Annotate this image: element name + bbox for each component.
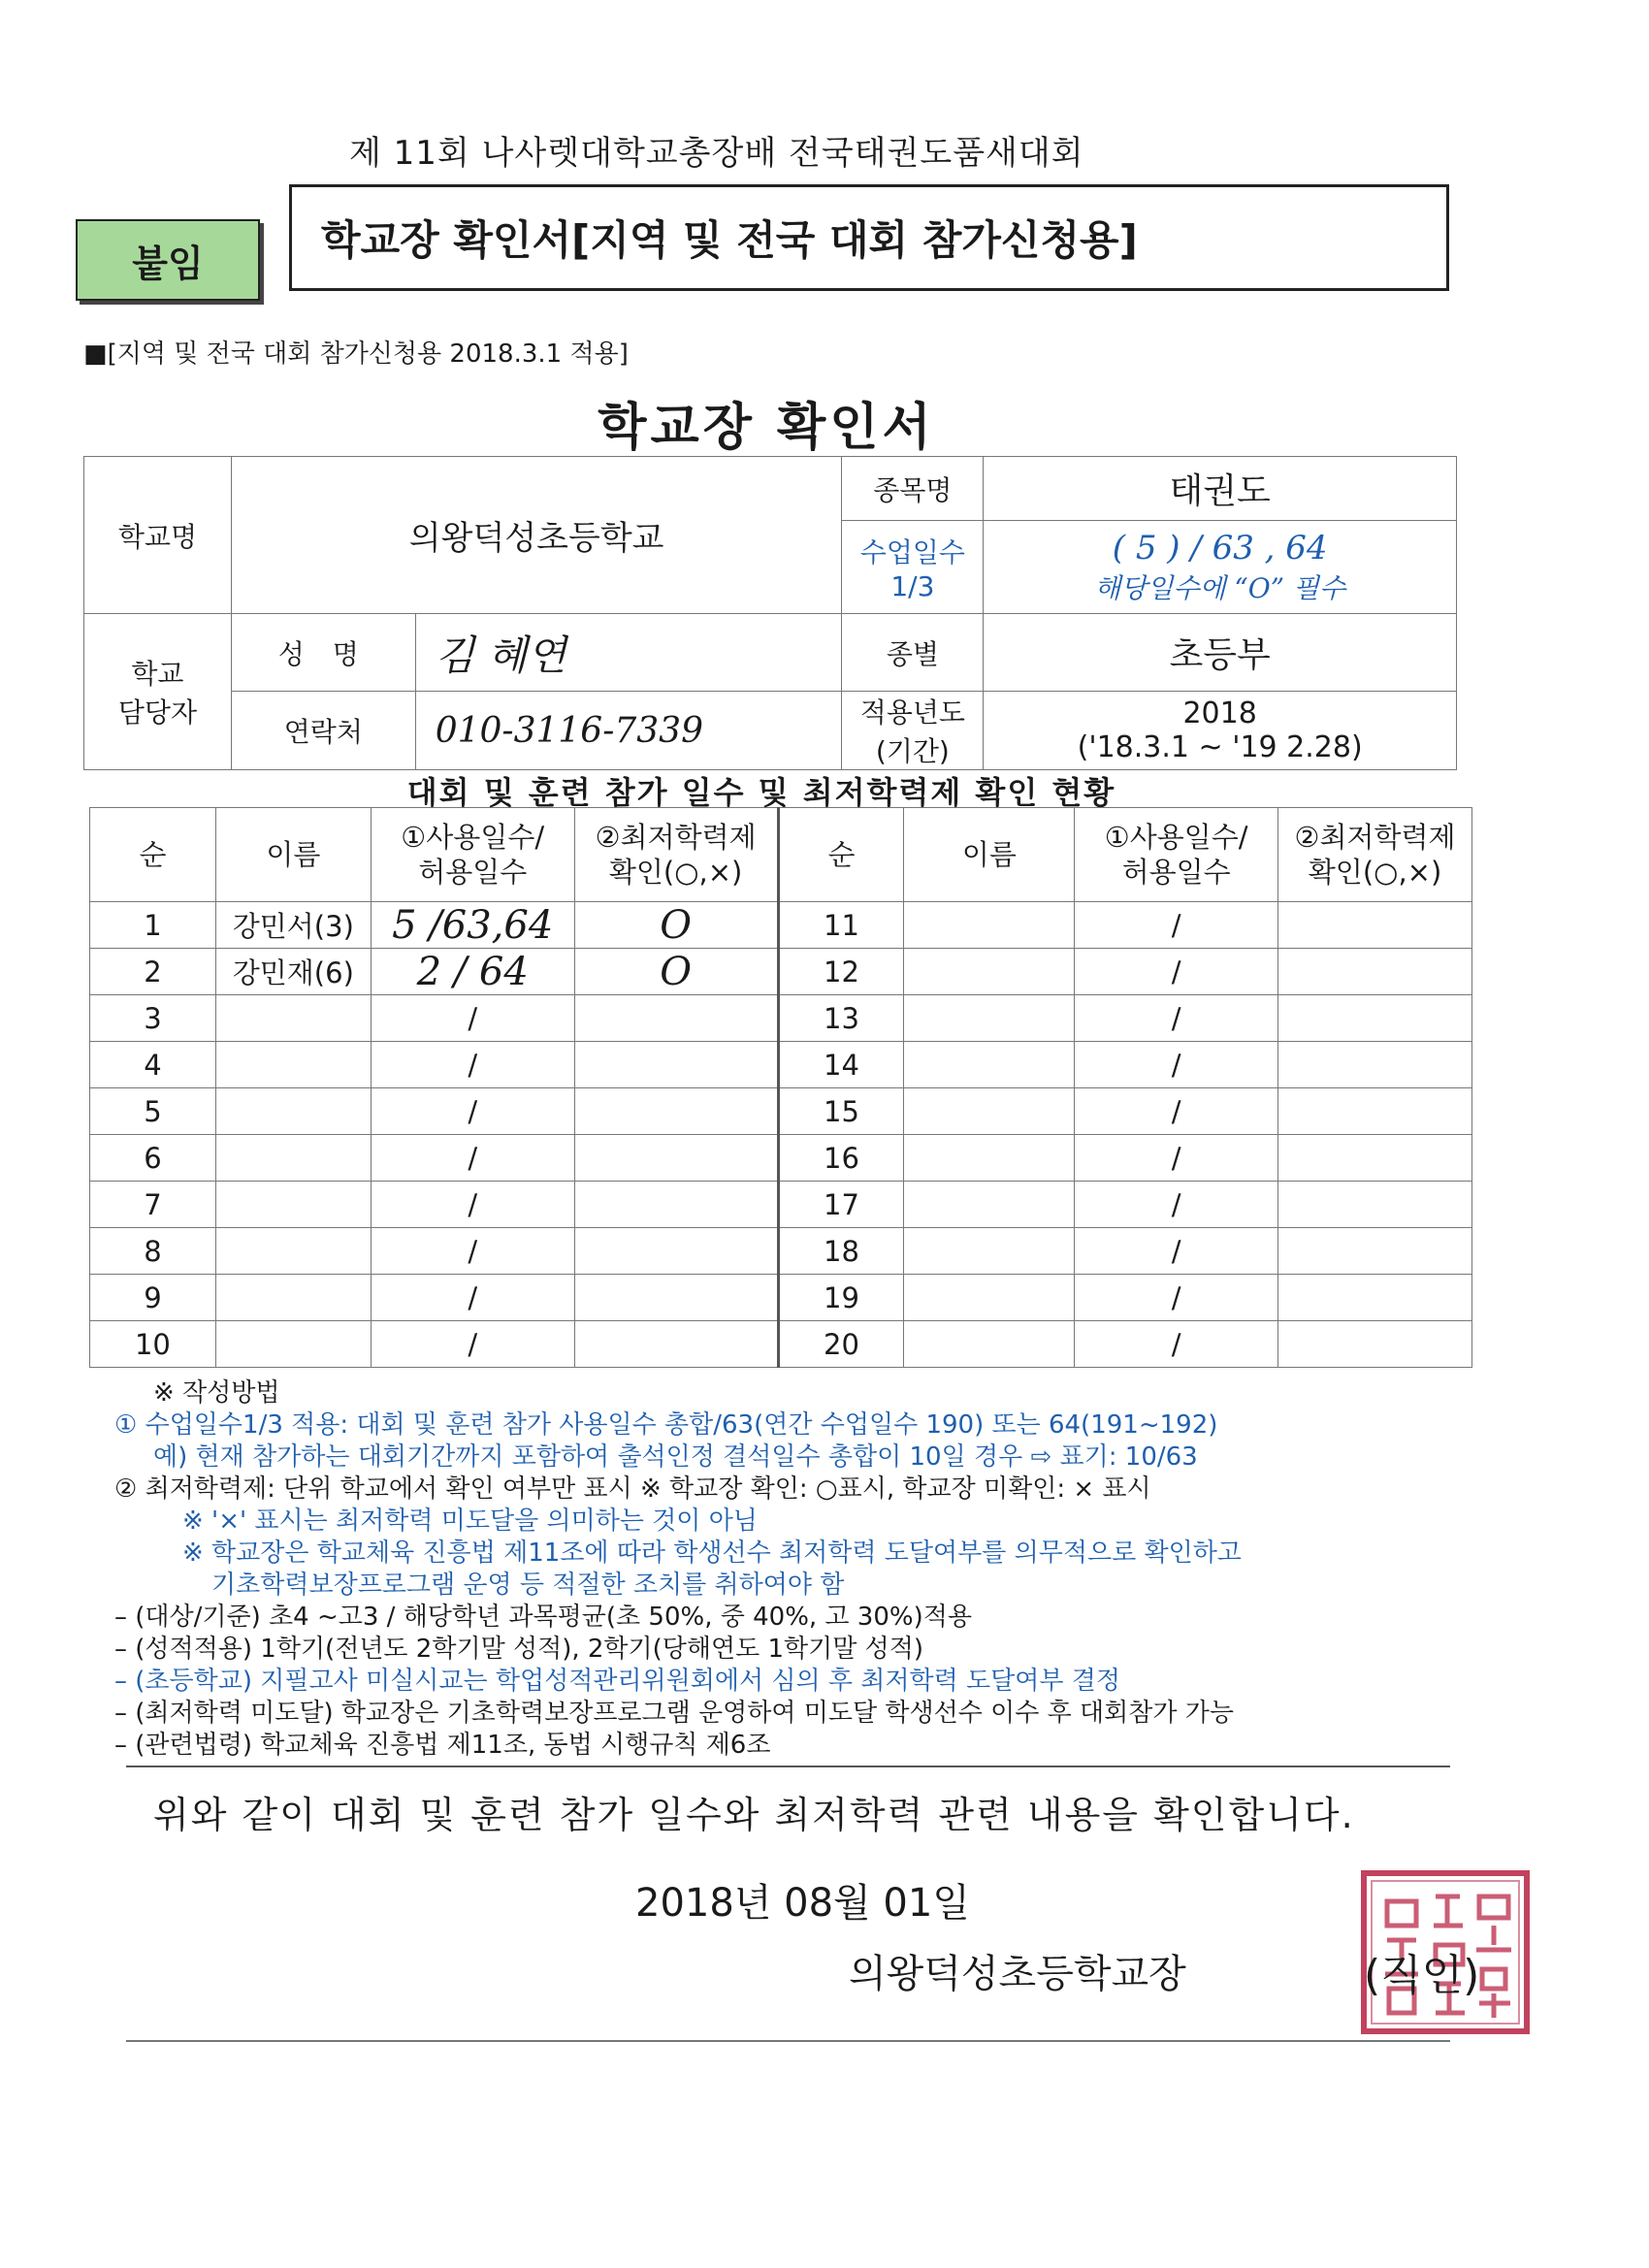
row-days: / xyxy=(1075,1321,1278,1368)
header-check-1: ②최저학력제 xyxy=(595,820,757,854)
row-name: 강민재(6) xyxy=(215,949,371,995)
row-days: / xyxy=(1075,902,1278,949)
division-label: 종별 xyxy=(842,614,984,692)
confirmation-statement: 위와 같이 대회 및 훈련 참가 일수와 최저학력 관련 내용을 확인합니다. xyxy=(153,1794,1355,1836)
table-row xyxy=(90,1321,1472,1368)
header-no-right: 순 xyxy=(778,808,904,902)
row-name xyxy=(904,1321,1075,1368)
row-no: 13 xyxy=(778,995,904,1042)
header-check-right xyxy=(1278,808,1472,902)
roster-table xyxy=(89,807,1472,1368)
school-name-label: 학교명 xyxy=(84,457,232,614)
row-no: 4 xyxy=(90,1042,216,1088)
row-check xyxy=(1278,1182,1472,1228)
row-days: / xyxy=(371,1321,574,1368)
row-no: 11 xyxy=(778,902,904,949)
row-days: / xyxy=(1075,1042,1278,1088)
row-check xyxy=(574,1135,778,1182)
row-days: / xyxy=(371,1182,574,1228)
row-no: 12 xyxy=(778,949,904,995)
row-name xyxy=(904,949,1075,995)
header-name-right: 이름 xyxy=(904,808,1075,902)
row-check xyxy=(574,1275,778,1321)
row-days: / xyxy=(1075,949,1278,995)
row-no: 5 xyxy=(90,1088,216,1135)
row-days: / xyxy=(1075,1275,1278,1321)
row-name xyxy=(904,1182,1075,1228)
row-name xyxy=(215,1321,371,1368)
note-bullet-3: – (초등학교) 지필고사 미실시교는 학업성적관리위원회에서 심의 후 최저학력 도달여부 결정 xyxy=(114,1667,1120,1696)
row-check xyxy=(1278,995,1472,1042)
writing-instructions xyxy=(114,1377,1492,1762)
row-no: 17 xyxy=(778,1182,904,1228)
roster-body xyxy=(90,902,1472,1368)
row-days: 2 / 64 xyxy=(371,949,574,995)
contact: 010-3116-7339 xyxy=(415,692,842,770)
scope-note: ■[지역 및 전국 대회 참가신청용 2018.3.1 적용] xyxy=(83,340,629,369)
header-check-2: 확인(○,×) xyxy=(608,856,743,889)
row-name xyxy=(904,1042,1075,1088)
bottom-divider xyxy=(126,2040,1450,2042)
row-check xyxy=(574,1228,778,1275)
row-days: / xyxy=(1075,995,1278,1042)
header-check-right-1: ②최저학력제 xyxy=(1294,820,1456,854)
row-name xyxy=(215,1182,371,1228)
school-name: 의왕덕성초등학교 xyxy=(231,457,842,614)
issue-date: 2018년 08월 01일 xyxy=(635,1881,970,1926)
row-name: 강민서(3) xyxy=(215,902,371,949)
manager-label xyxy=(84,614,232,770)
row-days: / xyxy=(1075,1182,1278,1228)
row-no: 1 xyxy=(90,902,216,949)
row-check xyxy=(574,1321,778,1368)
row-no: 2 xyxy=(90,949,216,995)
row-check xyxy=(574,1042,778,1088)
row-name xyxy=(904,1088,1075,1135)
row-days: / xyxy=(371,1088,574,1135)
note-bullet-4: – (최저학력 미도달) 학교장은 기초학력보장프로그램 운영하여 미도달 학생선수 이수 후 대회참가 가능 xyxy=(114,1699,1234,1728)
row-check: O xyxy=(574,949,778,995)
note-1b: 예) 현재 참가하는 대회기간까지 포함하여 출석인정 결석일수 총합이 10일 경우 ⇨ 표기: 10/63 xyxy=(153,1442,1198,1472)
class-days-note: 해당일수에 “O” 필수 xyxy=(1094,571,1346,604)
row-no: 19 xyxy=(778,1275,904,1321)
note-2c: ※ 학교장은 학교체육 진흥법 제11조에 따라 학생선수 최저학력 도달여부를 의무적으로 확인하고 xyxy=(182,1539,1242,1568)
note-bullet-5: – (관련법령) 학교체육 진흥법 제11조, 동법 시행규칙 제6조 xyxy=(114,1731,771,1760)
row-no: 8 xyxy=(90,1228,216,1275)
principal-signature: 의왕덕성초등학교장 xyxy=(849,1952,1186,1996)
name-label: 성 명 xyxy=(231,614,415,692)
table-row xyxy=(90,1042,1472,1088)
year: 2018 xyxy=(1182,697,1257,730)
row-no: 14 xyxy=(778,1042,904,1088)
row-name xyxy=(904,902,1075,949)
header-check-right-2: 확인(○,×) xyxy=(1308,856,1442,889)
class-days-label-1: 수업일수 xyxy=(859,536,965,568)
row-days: / xyxy=(1075,1228,1278,1275)
manager-label-2: 담당자 xyxy=(117,697,198,729)
header-check xyxy=(574,808,778,902)
header-no: 순 xyxy=(90,808,216,902)
school-info-table xyxy=(83,456,1457,770)
row-check xyxy=(574,995,778,1042)
class-days-label xyxy=(842,521,984,614)
form-title: 학교장 확인서[지역 및 전국 대회 참가신청용] xyxy=(289,184,1449,291)
row-check xyxy=(1278,1228,1472,1275)
row-name xyxy=(215,1228,371,1275)
row-check xyxy=(1278,1088,1472,1135)
table-row xyxy=(90,1275,1472,1321)
row-no: 15 xyxy=(778,1088,904,1135)
table-row xyxy=(90,949,1472,995)
row-name xyxy=(215,1275,371,1321)
row-check xyxy=(1278,1275,1472,1321)
row-no: 3 xyxy=(90,995,216,1042)
table-row xyxy=(90,995,1472,1042)
row-name xyxy=(215,995,371,1042)
table-row xyxy=(90,1182,1472,1228)
row-days: 5 /63,64 xyxy=(371,902,574,949)
row-check xyxy=(1278,1321,1472,1368)
row-check xyxy=(1278,1135,1472,1182)
row-no: 9 xyxy=(90,1275,216,1321)
note-1a: ① 수업일수1/3 적용: 대회 및 훈련 참가 사용일수 총합/63(연간 수업일수 190) 또는 64(191~192) xyxy=(114,1410,1218,1440)
event: 태권도 xyxy=(984,457,1457,521)
header-days-right xyxy=(1075,808,1278,902)
row-no: 6 xyxy=(90,1135,216,1182)
class-days-label-2: 1/3 xyxy=(890,570,935,602)
year-label-1: 적용년도 xyxy=(859,697,965,729)
contact-label: 연락처 xyxy=(231,692,415,770)
note-bullet-2: – (성적적용) 1학기(전년도 2학기말 성적), 2학기(당해연도 1학기말 성적) xyxy=(114,1635,924,1664)
manager-label-1: 학교 xyxy=(131,658,184,690)
note-2a: ② 최저학력제: 단위 학교에서 확인 여부만 표시 ※ 학교장 확인: ○표시, 학교장 미확인: × 표시 xyxy=(114,1474,1151,1504)
division: 초등부 xyxy=(984,614,1457,692)
note-2b: ※ '×' 표시는 최저학력 미도달을 의미하는 것이 아님 xyxy=(182,1507,758,1536)
manager-name: 김 혜연 xyxy=(415,614,842,692)
class-days-cell xyxy=(984,521,1457,614)
row-check: O xyxy=(574,902,778,949)
header-days-right-1: ①사용일수/ xyxy=(1104,820,1248,854)
table-row xyxy=(90,1088,1472,1135)
note-2d: 기초학력보장프로그램 운영 등 적절한 조치를 취하여야 함 xyxy=(211,1571,845,1600)
row-days: / xyxy=(371,1135,574,1182)
header-days-right-2: 허용일수 xyxy=(1121,856,1231,889)
main-title: 학교장 확인서 xyxy=(598,399,935,457)
header-days-1: ①사용일수/ xyxy=(401,820,545,854)
row-name xyxy=(904,1135,1075,1182)
row-no: 7 xyxy=(90,1182,216,1228)
row-days: / xyxy=(371,995,574,1042)
row-name xyxy=(904,1228,1075,1275)
seal-mark: (직인) xyxy=(1364,1951,1480,2000)
row-days: / xyxy=(1075,1088,1278,1135)
row-days: / xyxy=(371,1275,574,1321)
row-no: 18 xyxy=(778,1228,904,1275)
year-cell xyxy=(984,692,1457,770)
class-days-value: ( 5 ) / 63 , 64 xyxy=(1112,528,1328,567)
header-days xyxy=(371,808,574,902)
table-row xyxy=(90,902,1472,949)
row-no: 16 xyxy=(778,1135,904,1182)
table-row xyxy=(90,1228,1472,1275)
event-label: 종목명 xyxy=(842,457,984,521)
row-name xyxy=(215,1088,371,1135)
row-check xyxy=(1278,902,1472,949)
row-check xyxy=(1278,1042,1472,1088)
row-name xyxy=(215,1042,371,1088)
row-days: / xyxy=(371,1042,574,1088)
row-check xyxy=(1278,949,1472,995)
notes-heading: ※ 작성방법 xyxy=(153,1378,280,1408)
year-label-2: (기간) xyxy=(875,735,950,767)
note-bullet-1: – (대상/기준) 초4 ~고3 / 해당학년 과목평균(초 50%, 중 40%, 고 30%)적용 xyxy=(114,1603,972,1632)
row-name xyxy=(215,1135,371,1182)
competition-title: 제 11회 나사렛대학교총장배 전국태권도품새대회 xyxy=(349,134,1084,173)
attachment-badge: 붙임 xyxy=(76,219,260,301)
table-row xyxy=(90,1135,1472,1182)
year-label xyxy=(842,692,984,770)
header-name: 이름 xyxy=(215,808,371,902)
row-name xyxy=(904,995,1075,1042)
divider xyxy=(126,1766,1450,1767)
row-days: / xyxy=(371,1228,574,1275)
row-days: / xyxy=(1075,1135,1278,1182)
period: ('18.3.1 ~ '19 2.28) xyxy=(1077,730,1363,764)
row-check xyxy=(574,1182,778,1228)
header-days-2: 허용일수 xyxy=(418,856,528,889)
row-no: 20 xyxy=(778,1321,904,1368)
row-name xyxy=(904,1275,1075,1321)
row-check xyxy=(574,1088,778,1135)
row-no: 10 xyxy=(90,1321,216,1368)
section-heading: 대회 및 훈련 참가 일수 및 최저학력제 확인 현황 xyxy=(406,774,1116,811)
